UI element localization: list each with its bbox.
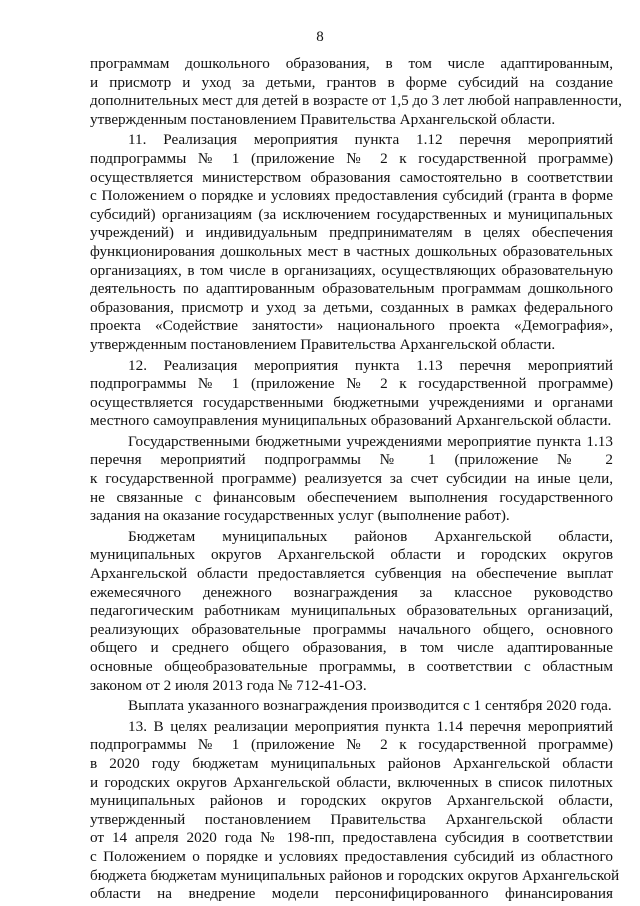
text-line: подпрограммы № 1 (приложение № 2 к государственной программе)	[90, 736, 613, 754]
text-line: дополнительных мест для детей в возрасте от 1,5 до 3 лет любой направленности,	[90, 92, 622, 110]
text-line: Архангельской области предоставляется субвенция на обеспечение выплат	[90, 565, 613, 583]
paragraph	[90, 357, 613, 431]
document-body	[90, 55, 622, 906]
text-line: к государственной программе) реализуется за счет субсидии на иные цели,	[90, 470, 613, 488]
page-number: 8	[316, 29, 324, 45]
text-line: осуществляется министерством образования самостоятельно в соответствии	[90, 168, 613, 186]
text-line: деятельность по адаптированным образовательным программам дошкольного	[90, 280, 613, 298]
text-line: законом от 2 июля 2013 года № 712-41-ОЗ.	[90, 676, 367, 694]
text-line: субсидий) организациям (за исключением государственных и муниципальных	[90, 205, 613, 223]
text-line: Государственными бюджетными учреждениями мероприятие пункта 1.13	[128, 432, 613, 450]
text-line: перечня мероприятий подпрограммы № 1 (приложение № 2	[90, 451, 613, 469]
text-line: с Положением о порядке и условиях предоставления субсидий из областного	[90, 847, 613, 865]
text-line: с Положением о порядке и условиях предоставления субсидий (гранта в форме	[90, 187, 613, 205]
paragraph	[90, 528, 613, 695]
text-line: 12. Реализация мероприятия пункта 1.13 перечня мероприятий	[128, 356, 613, 374]
paragraph	[90, 131, 613, 354]
text-line: местного самоуправления муниципальных образований Архангельской области.	[90, 412, 612, 430]
text-line: и присмотр и уход за детьми, грантов в форме субсидий на создание	[90, 73, 613, 91]
text-line: 13. В целях реализации мероприятия пункта 1.14 перечня мероприятий	[128, 717, 613, 735]
text-line: утвержденным постановлением Правительства Архангельской области.	[90, 110, 556, 128]
text-line: общего и среднего общего образования, в том числе адаптированные	[90, 639, 613, 657]
text-line: 11. Реализация мероприятия пункта 1.12 перечня мероприятий	[128, 131, 613, 149]
text-line: реализующих образовательные программы начального общего, основного	[90, 620, 613, 638]
text-line: Выплата указанного вознаграждения производится с 1 сентября 2020 года.	[128, 697, 612, 715]
text-line: основные общеобразовательные программы, в соответствии с областным	[90, 658, 613, 675]
paragraph	[90, 717, 620, 904]
text-line: подпрограммы № 1 (приложение № 2 к государственной программе)	[90, 149, 613, 167]
text-line: муниципальных округов Архангельской области и городских округов	[90, 546, 613, 564]
text-line: программам дошкольного образования, в том числе адаптированным,	[90, 55, 613, 72]
text-line: осуществляется государственными бюджетными учреждениями и органами	[90, 393, 613, 411]
text-line: утвержденным постановлением Правительства Архангельской области.	[90, 335, 556, 353]
text-line: Бюджетам муниципальных районов Архангельской области,	[128, 527, 613, 545]
text-line: организациях, в том числе в организациях, осуществляющих образовательную	[90, 261, 613, 279]
paragraph	[90, 697, 613, 716]
text-line: области на внедрение модели персонифицированного финансирования	[90, 885, 613, 903]
text-line: учреждений) и индивидуальным предпринимателям в целях обеспечения	[90, 224, 613, 242]
text-line: не связанные с финансовым обеспечением выполнения государственного	[90, 488, 613, 506]
text-line: задания на оказание государственных услуг (выполнение работ).	[90, 507, 510, 525]
text-line: от 14 апреля 2020 года № 198-пп, предоставлена субсидия в соответствии	[90, 829, 613, 847]
text-line: подпрограммы № 1 (приложение № 2 к государственной программе)	[90, 375, 613, 393]
text-line: бюджета бюджетам муниципальных районов и городских округов Архангельской	[90, 866, 620, 884]
text-line: ежемесячного денежного вознаграждения за классное руководство	[90, 583, 613, 601]
text-line: муниципальных районов и городских округов Архангельской области,	[90, 792, 613, 810]
paragraph	[90, 433, 613, 526]
text-line: образования, присмотр и уход за детьми, созданных в рамках федерального	[90, 298, 613, 316]
text-line: в 2020 году бюджетам муниципальных районов Архангельской области	[90, 754, 613, 772]
text-line: утвержденный постановлением Правительства Архангельской области	[90, 810, 613, 828]
text-line: педагогическим работникам муниципальных образовательных организаций,	[90, 602, 613, 620]
text-line: функционирования дошкольных мест в частных дошкольных образовательных	[90, 242, 613, 260]
text-line: и городских округов Архангельской области, включенных в список пилотных	[90, 773, 613, 791]
paragraph	[90, 55, 622, 129]
text-line: проекта «Содействие занятости» национального проекта «Демография»,	[90, 317, 613, 335]
